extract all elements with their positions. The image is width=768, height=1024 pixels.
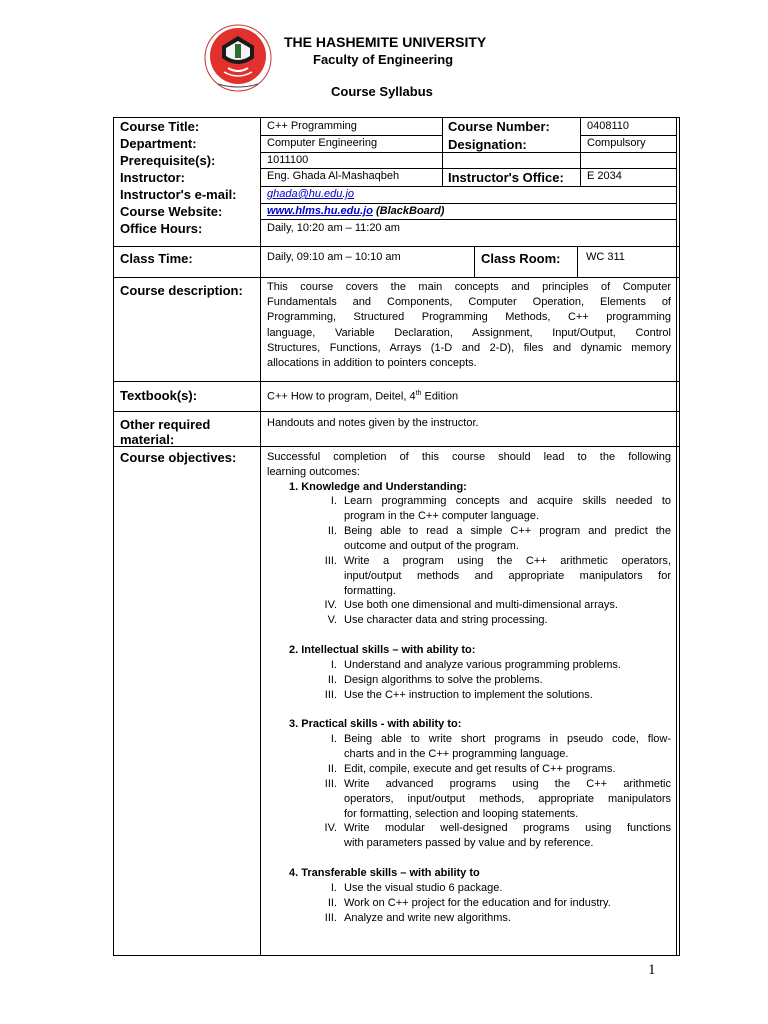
- other-material-label: Other required material:: [120, 417, 211, 447]
- objective-section-heading: 3. Practical skills - with ability to:: [289, 718, 462, 730]
- prerequisite-label: Prerequisite(s):: [120, 153, 216, 168]
- objective-item-number: II.: [327, 897, 337, 909]
- course-description-text: This course covers the main concepts and principles of Computer Fundamentals and Components, Computer Operation, Elements of Programming, Structured Programming Methods, C++ programming language, Variable Declaration, Assignment, Input/Output, Control Structures, Functions, Arrays (1-D and 2-D), files and dynamic memory allocations in addition to pointers concepts.: [267, 281, 671, 370]
- objective-item-number: III.: [324, 555, 337, 567]
- instructor-office-label: Instructor's Office:: [448, 170, 564, 185]
- course-website-value: [267, 205, 444, 218]
- instructor-office-value: E 2034: [587, 170, 622, 182]
- class-time-label: Class Time:: [120, 251, 193, 266]
- class-time-value: Daily, 09:10 am – 10:10 am: [267, 251, 401, 263]
- course-objectives-label: Course objectives:: [120, 450, 237, 465]
- objective-item-text: Use both one dimensional and multi-dimensional arrays.: [344, 599, 618, 611]
- objective-item-text: Use character data and string processing.: [344, 614, 548, 626]
- objective-item-number: III.: [324, 912, 337, 924]
- class-room-value: WC 311: [586, 251, 625, 263]
- objective-item-number: I.: [330, 733, 337, 745]
- table-divider: [676, 117, 677, 956]
- other-material-value: Handouts and notes given by the instructor.: [267, 417, 479, 429]
- table-divider: [442, 117, 443, 168]
- objective-item-text: Understand and analyze various programming problems.: [344, 659, 621, 671]
- department-label: Department:: [120, 136, 197, 151]
- textbook-value: C++ How to program, Deitel, 4th Edition: [267, 390, 459, 403]
- document-title: Course Syllabus: [331, 84, 433, 99]
- instructor-label: Instructor:: [120, 170, 185, 185]
- course-number-label: Course Number:: [448, 119, 550, 134]
- textbook-label: Textbook(s):: [120, 388, 198, 403]
- objective-item-number: I.: [330, 882, 337, 894]
- prerequisite-value: 1011100: [267, 154, 309, 166]
- objective-item-text: Design algorithms to solve the problems.: [344, 674, 543, 686]
- university-seal-icon: [204, 24, 272, 92]
- objective-item-text: Work on C++ project for the education and for industry.: [344, 897, 611, 909]
- table-divider: [260, 168, 677, 169]
- course-number-value: 0408110: [587, 120, 630, 132]
- objective-item-text: Write modular well-designed programs using functions with parameters passed by value and by reference.: [344, 822, 671, 849]
- table-divider: [260, 135, 442, 136]
- table-divider: [580, 117, 581, 168]
- objective-item-number: II.: [327, 763, 337, 775]
- objective-item-number: II.: [327, 525, 337, 537]
- designation-label: Designation:: [448, 137, 527, 152]
- objective-section-heading: 4. Transferable skills – with ability to: [289, 867, 480, 879]
- objective-item-text: Being able to write short programs in pseudo code, flow- charts and in the C++ programming language.: [344, 733, 671, 760]
- table-divider: [580, 135, 677, 136]
- table-divider: [113, 246, 680, 247]
- objective-item-number: I.: [330, 659, 337, 671]
- class-room-label: Class Room:: [481, 251, 561, 266]
- objective-item-number: IV.: [324, 822, 337, 834]
- objective-item-text: Use the visual studio 6 package.: [344, 882, 503, 894]
- objectives-intro: Successful completion of this course should lead to the following learning outcomes:: [267, 451, 671, 479]
- table-divider: [442, 168, 443, 186]
- table-divider: [260, 117, 261, 956]
- objective-item-text: Being able to read a simple C++ program and predict the outcome and output of the program.: [344, 525, 671, 552]
- instructor-email-link[interactable]: ghada@hu.edu.jo: [267, 188, 355, 200]
- course-website-label: Course Website:: [120, 204, 223, 219]
- faculty-name: Faculty of Engineering: [313, 52, 454, 67]
- table-divider: [474, 246, 475, 277]
- objective-item-text: Learn programming concepts and acquire skills needed to program in the C++ computer language.: [344, 495, 671, 522]
- objective-item-number: IV.: [324, 599, 337, 611]
- objective-item-text: Use the C++ instruction to implement the solutions.: [344, 689, 593, 701]
- designation-value: Compulsory: [587, 137, 646, 149]
- page-number: 1: [648, 962, 656, 978]
- course-title-label: Course Title:: [120, 119, 200, 134]
- table-divider: [260, 219, 677, 220]
- course-title-value: C++ Programming: [267, 120, 357, 132]
- objective-item-number: II.: [327, 674, 337, 686]
- department-value: Computer Engineering: [267, 137, 378, 149]
- course-website-link[interactable]: www.hlms.hu.edu.jo: [267, 205, 373, 217]
- table-divider: [260, 186, 677, 187]
- objective-item-text: Analyze and write new algorithms.: [344, 912, 511, 924]
- table-divider: [260, 203, 677, 204]
- office-hours-label: Office Hours:: [120, 221, 203, 236]
- objective-item-number: III.: [324, 689, 337, 701]
- objective-item-number: V.: [327, 614, 337, 626]
- course-website-suffix: (BlackBoard): [372, 205, 445, 217]
- objective-item-text: Write a program using the C++ arithmetic operators, input/output methods and appropriate manipulators for formatting.: [344, 555, 671, 597]
- objective-section-heading: 2. Intellectual skills – with ability to:: [289, 644, 476, 656]
- instructor-value: Eng. Ghada Al-Mashaqbeh: [267, 170, 400, 182]
- objective-item-number: I.: [330, 495, 337, 507]
- office-hours-value: Daily, 10:20 am – 11:20 am: [267, 222, 400, 234]
- objective-section-heading: 1. Knowledge and Understanding:: [289, 481, 467, 493]
- objective-item-text: Edit, compile, execute and get results of C++ programs.: [344, 763, 616, 775]
- table-divider: [113, 381, 680, 382]
- course-description-label: Course description:: [120, 283, 243, 298]
- table-divider: [113, 277, 680, 278]
- university-name: THE HASHEMITE UNIVERSITY: [284, 34, 487, 50]
- objective-item-number: III.: [324, 778, 337, 790]
- table-divider: [113, 411, 680, 412]
- table-divider: [260, 152, 677, 153]
- objective-item-text: Write advanced programs using the C++ arithmetic operators, input/output methods, appropriate manipulators for formatting, selection and looping statements.: [344, 778, 671, 820]
- table-divider: [577, 246, 578, 277]
- table-divider: [580, 168, 581, 186]
- instructor-email-label: Instructor's e-mail:: [120, 187, 237, 202]
